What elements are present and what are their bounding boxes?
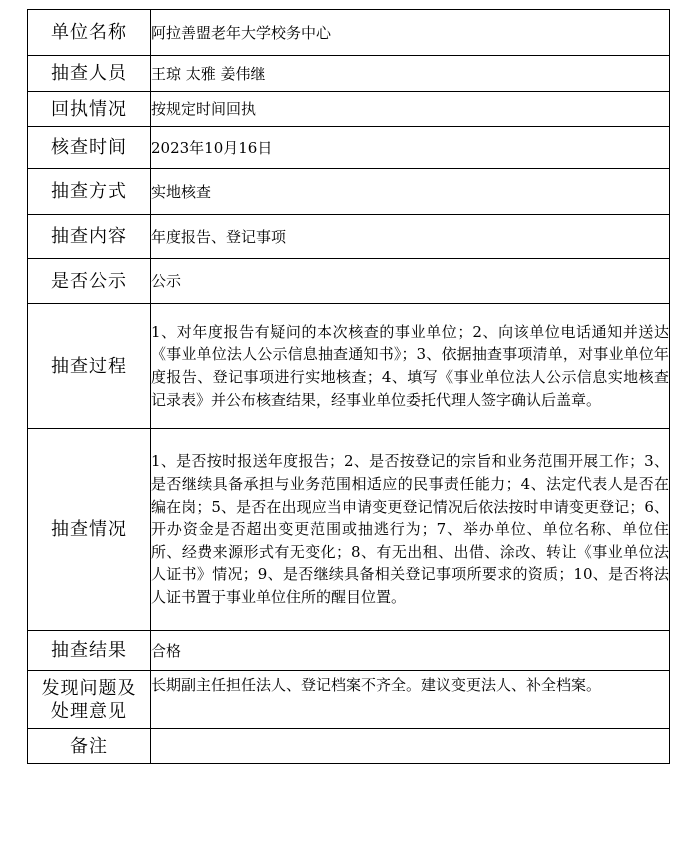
row-value-check-method: 实地核查	[151, 169, 670, 215]
row-value-remarks	[151, 729, 670, 764]
row-label-check-content: 抽查内容	[28, 215, 151, 259]
row-label-issues-opinion	[28, 671, 151, 729]
row-label-public-notice: 是否公示	[28, 259, 151, 304]
row-label-issues-line2: 处理意见	[51, 700, 127, 722]
row-value-check-situation: 1、是否按时报送年度报告；2、是否按登记的宗旨和业务范围开展工作；3、是否继续具备承担与业务范围相适应的民事责任能力；4、法定代表人是否在编在岗；5、是否在出现应当申请变更登记情况后依法按时申请变更登记；6、开办资金是否超出变更范围或抽逃行为；7、举办单位、单位名称、单位住所、经费来源形式有无变化；8、有无出租、出借、涂改、转让《事业单位法人证书》情况；9、是否继续具备相关登记事项所要求的资质；10、是否将法人证书置于事业单位住所的醒目位置。	[151, 429, 670, 631]
row-label-check-process: 抽查过程	[28, 304, 151, 429]
table-row	[28, 429, 670, 631]
inspection-record-table	[27, 9, 670, 764]
row-value-inspectors: 王琼 太雅 姜伟继	[151, 56, 670, 92]
table-row	[28, 671, 670, 729]
row-label-check-date: 核查时间	[28, 127, 151, 169]
row-value-public-notice: 公示	[151, 259, 670, 304]
row-label-remarks: 备注	[28, 729, 151, 764]
table-row	[28, 729, 670, 764]
row-value-check-date: 2023年10月16日	[151, 127, 670, 169]
row-value-check-process: 1、对年度报告有疑问的本次核查的事业单位；2、向该单位电话通知并送达《事业单位法人公示信息抽查通知书》；3、依据抽查事项清单，对事业单位年度报告、登记事项进行实地核查；4、填写《事业单位法人公示信息实地核查记录表》并公布核查结果，经事业单位委托代理人签字确认后盖章。	[151, 304, 670, 429]
table-row	[28, 127, 670, 169]
row-value-check-result: 合格	[151, 631, 670, 671]
table-row	[28, 169, 670, 215]
row-label-check-result: 抽查结果	[28, 631, 151, 671]
table-row	[28, 10, 670, 56]
row-label-receipt-status: 回执情况	[28, 92, 151, 127]
table-row	[28, 56, 670, 92]
row-value-issues-opinion: 长期副主任担任法人、登记档案不齐全。建议变更法人、补全档案。	[151, 671, 670, 729]
table-row	[28, 304, 670, 429]
table-row	[28, 259, 670, 304]
row-label-check-situation: 抽查情况	[28, 429, 151, 631]
table-row	[28, 215, 670, 259]
row-value-receipt-status: 按规定时间回执	[151, 92, 670, 127]
row-label-inspectors: 抽查人员	[28, 56, 151, 92]
row-value-check-content: 年度报告、登记事项	[151, 215, 670, 259]
row-value-unit-name: 阿拉善盟老年大学校务中心	[151, 10, 670, 56]
row-label-issues-line1: 发现问题及	[41, 677, 137, 699]
row-label-unit-name: 单位名称	[28, 10, 151, 56]
row-label-check-method: 抽查方式	[28, 169, 151, 215]
table-row	[28, 92, 670, 127]
table-row	[28, 631, 670, 671]
